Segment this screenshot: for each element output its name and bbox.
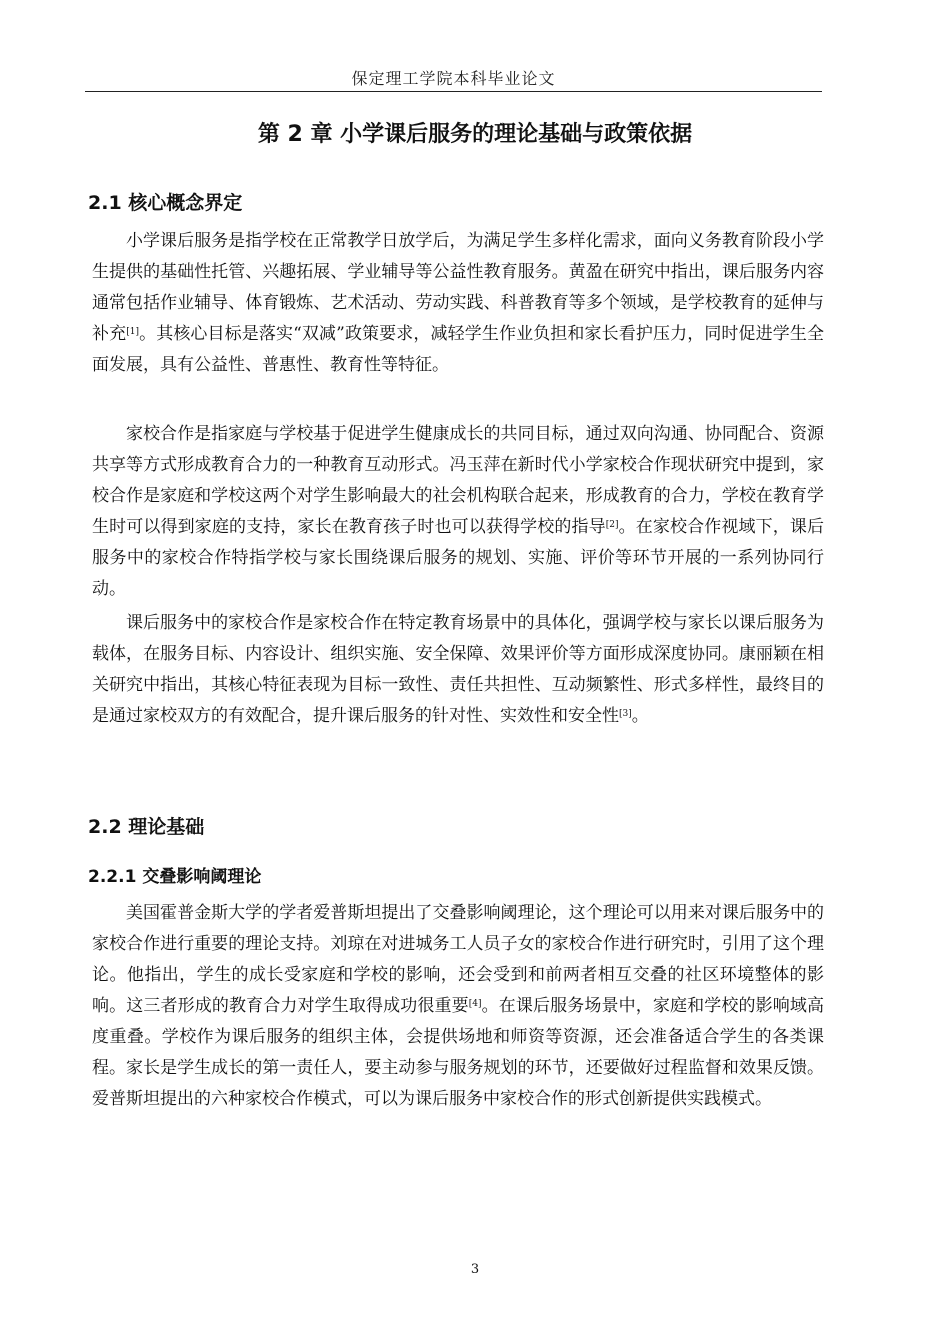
section-heading-2-2-1: 2.2.1 交叠影响阈理论 [88,867,262,887]
section-heading-2-2: 2.2 理论基础 [88,816,205,838]
paragraph-4-text-b: 。在课后服务场景中，家庭和学校的影响域高度重叠。学校作为课后服务的组织主体，会提供场地和师资等资源，还会准备适合学生的各类课程。家长是学生成长的第一责任人，要主动参与服务规划的环节，还要做好过程监督和效果反馈。爱普斯坦提出的六种家校合作模式，可以为课后服务中家校合作的形式创新提供实践模式。 [92,996,824,1109]
paragraph-1-text-a: 小学课后服务是指学校在正常教学日放学后，为满足学生多样化需求，面向义务教育阶段小学生提供的基础性托管、兴趣拓展、学业辅导等公益性教育服务。黄盈在研究中指出，课后服务内容通常包括作业辅导、体育锻炼、艺术活动、劳动实践、科普教育等多个领域，是学校教育的延伸与补充 [92,231,824,344]
header-divider [85,91,822,92]
chapter-title: 第 2 章 小学课后服务的理论基础与政策依据 [257,122,693,147]
citation-2: [2] [605,520,619,530]
paragraph-2 [92,419,824,605]
citation-1: [1] [126,327,139,337]
paragraph-4 [92,898,824,1115]
paragraph-2-text-b: 。在家校合作视域下，课后服务中的家校合作特指学校与家长围绕课后服务的规划、实施、评价等环节开展的一系列协同行动。 [92,517,824,599]
page-header: 保定理工学院本科毕业论文 [351,69,556,88]
citation-3: [3] [619,709,632,719]
paragraph-3-text-b: 。 [631,706,649,726]
page-number: 3 [470,1262,480,1277]
section-heading-2-1: 2.1 核心概念界定 [88,192,243,214]
paragraph-2-text-a: 家校合作是指家庭与学校基于促进学生健康成长的共同目标，通过双向沟通、协同配合、资源共享等方式形成教育合力的一种教育互动形式。冯玉萍在新时代小学家校合作现状研究中提到，家校合作是家庭和学校这两个对学生影响最大的社会机构联合起来，形成教育的合力，学校在教育学生时可以得到家庭的支持，家长在教育孩子时也可以获得学校的指导 [92,424,824,537]
paragraph-4-text-a: 美国霍普金斯大学的学者爱普斯坦提出了交叠影响阈理论，这个理论可以用来对课后服务中的家校合作进行重要的理论支持。刘琼在对进城务工人员子女的家校合作进行研究时，引用了这个理论。他指出，学生的成长受家庭和学校的影响，还会受到和前两者相互交叠的社区环境整体的影响。这三者形成的教育合力对学生取得成功很重要 [92,903,824,1016]
paragraph-1 [92,226,824,381]
citation-4: [4] [468,999,482,1009]
paragraph-3 [92,608,824,732]
paragraph-1-text-b: 。其核心目标是落实“双减”政策要求，减轻学生作业负担和家长看护压力，同时促进学生全面发展，具有公益性、普惠性、教育性等特征。 [92,324,824,375]
paragraph-3-text-a: 课后服务中的家校合作是家校合作在特定教育场景中的具体化，强调学校与家长以课后服务为载体，在服务目标、内容设计、组织实施、安全保障、效果评价等方面形成深度协同。康丽颖在相关研究中指出，其核心特征表现为目标一致性、责任共担性、互动频繁性、形式多样性，最终目的是通过家校双方的有效配合，提升课后服务的针对性、实效性和安全性 [92,613,824,726]
